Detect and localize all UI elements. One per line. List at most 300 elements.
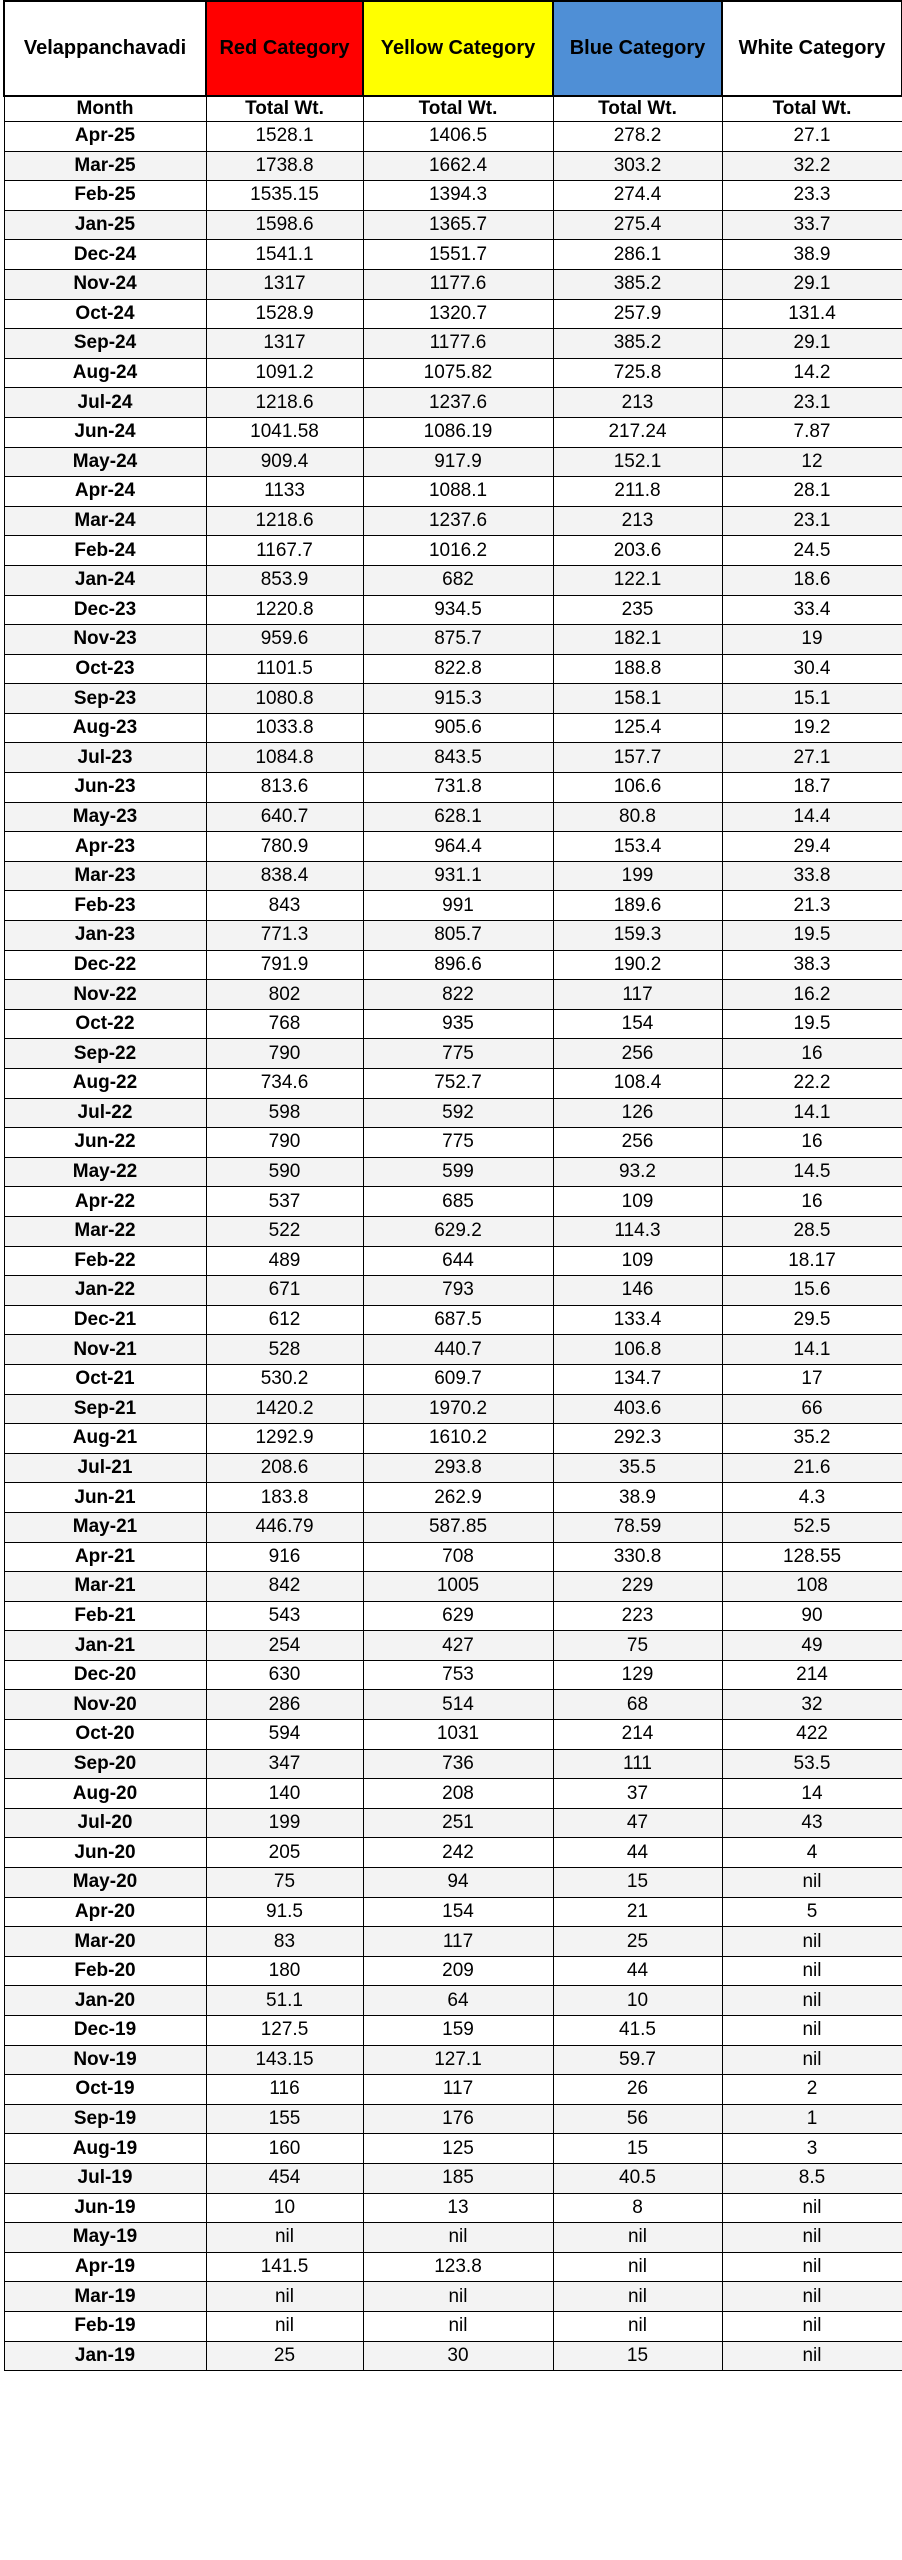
yellow-weight-cell: 1662.4 <box>363 151 553 181</box>
white-weight-cell: 15.6 <box>722 1276 902 1306</box>
month-cell: Aug-24 <box>4 358 206 388</box>
month-cell: Aug-21 <box>4 1424 206 1454</box>
white-weight-cell: 18.6 <box>722 565 902 595</box>
table-row <box>4 1246 902 1276</box>
white-weight-cell: nil <box>722 2223 902 2253</box>
month-cell: Apr-19 <box>4 2252 206 2282</box>
blue-weight-cell: 385.2 <box>553 329 722 359</box>
red-weight-cell: 959.6 <box>206 625 363 655</box>
yellow-weight-cell: 629 <box>363 1601 553 1631</box>
table-row <box>4 1927 902 1957</box>
yellow-weight-cell: 775 <box>363 1128 553 1158</box>
yellow-weight-cell: 931.1 <box>363 861 553 891</box>
table-row <box>4 684 902 714</box>
table-row <box>4 2282 902 2312</box>
yellow-weight-cell: 822.8 <box>363 654 553 684</box>
month-cell: May-19 <box>4 2223 206 2253</box>
month-cell: Apr-21 <box>4 1542 206 1572</box>
white-weight-cell: nil <box>722 1868 902 1898</box>
yellow-weight-cell: 293.8 <box>363 1453 553 1483</box>
yellow-weight-cell: 991 <box>363 891 553 921</box>
red-weight-cell: 780.9 <box>206 832 363 862</box>
table-row <box>4 506 902 536</box>
month-cell: Sep-19 <box>4 2104 206 2134</box>
yellow-weight-cell: 30 <box>363 2341 553 2371</box>
yellow-weight-cell: 262.9 <box>363 1483 553 1513</box>
red-weight-cell: 1541.1 <box>206 240 363 270</box>
blue-weight-cell: 214 <box>553 1720 722 1750</box>
yellow-weight-cell: 736 <box>363 1749 553 1779</box>
white-weight-cell: 23.1 <box>722 388 902 418</box>
table-body <box>4 122 902 2371</box>
table-row <box>4 2193 902 2223</box>
red-weight-cell: 10 <box>206 2193 363 2223</box>
waste-category-table <box>3 0 902 2371</box>
blue-weight-cell: 217.24 <box>553 417 722 447</box>
blue-weight-cell: 189.6 <box>553 891 722 921</box>
blue-weight-cell: 385.2 <box>553 269 722 299</box>
table-row <box>4 1364 902 1394</box>
yellow-weight-cell: nil <box>363 2282 553 2312</box>
red-weight-cell: 909.4 <box>206 447 363 477</box>
red-weight-cell: 790 <box>206 1128 363 1158</box>
blue-weight-cell: 109 <box>553 1187 722 1217</box>
blue-weight-cell: 275.4 <box>553 210 722 240</box>
red-weight-cell: 734.6 <box>206 1069 363 1099</box>
yellow-weight-cell: 1394.3 <box>363 181 553 211</box>
table-row <box>4 1009 902 1039</box>
month-cell: Nov-22 <box>4 980 206 1010</box>
yellow-weight-cell: 599 <box>363 1157 553 1187</box>
white-weight-cell: nil <box>722 1927 902 1957</box>
month-cell: Jul-22 <box>4 1098 206 1128</box>
red-weight-cell: 640.7 <box>206 802 363 832</box>
blue-total-weight-header: Total Wt. <box>553 96 722 122</box>
yellow-weight-cell: 13 <box>363 2193 553 2223</box>
red-weight-cell: 127.5 <box>206 2016 363 2046</box>
yellow-weight-cell: 159 <box>363 2016 553 2046</box>
red-weight-cell: 530.2 <box>206 1364 363 1394</box>
blue-weight-cell: 47 <box>553 1808 722 1838</box>
blue-weight-cell: 146 <box>553 1276 722 1306</box>
month-cell: Oct-20 <box>4 1720 206 1750</box>
blue-weight-cell: 114.3 <box>553 1216 722 1246</box>
table-row <box>4 299 902 329</box>
red-weight-cell: 199 <box>206 1808 363 1838</box>
white-weight-cell: 4.3 <box>722 1483 902 1513</box>
month-cell: Apr-23 <box>4 832 206 862</box>
blue-weight-cell: 93.2 <box>553 1157 722 1187</box>
red-weight-cell: 522 <box>206 1216 363 1246</box>
blue-weight-cell: 21 <box>553 1897 722 1927</box>
column-header-row <box>4 96 902 122</box>
month-cell: Mar-19 <box>4 2282 206 2312</box>
yellow-weight-cell: 1610.2 <box>363 1424 553 1454</box>
white-weight-cell: 12 <box>722 447 902 477</box>
month-cell: Jun-23 <box>4 773 206 803</box>
red-weight-cell: 454 <box>206 2163 363 2193</box>
blue-weight-cell: 182.1 <box>553 625 722 655</box>
red-weight-cell: 916 <box>206 1542 363 1572</box>
blue-weight-cell: 256 <box>553 1128 722 1158</box>
red-weight-cell: 91.5 <box>206 1897 363 1927</box>
yellow-weight-cell: 242 <box>363 1838 553 1868</box>
blue-weight-cell: 122.1 <box>553 565 722 595</box>
blue-weight-cell: 35.5 <box>553 1453 722 1483</box>
month-cell: Sep-22 <box>4 1039 206 1069</box>
blue-weight-cell: 25 <box>553 1927 722 1957</box>
yellow-weight-cell: 629.2 <box>363 1216 553 1246</box>
table-row <box>4 1838 902 1868</box>
yellow-weight-cell: 514 <box>363 1690 553 1720</box>
month-cell: Aug-23 <box>4 713 206 743</box>
white-weight-cell: 19.5 <box>722 921 902 951</box>
table-row <box>4 713 902 743</box>
white-weight-cell: 38.9 <box>722 240 902 270</box>
yellow-weight-cell: 127.1 <box>363 2045 553 2075</box>
white-weight-cell: 14.1 <box>722 1098 902 1128</box>
white-weight-cell: 14 <box>722 1779 902 1809</box>
red-weight-cell: 75 <box>206 1868 363 1898</box>
red-weight-cell: 598 <box>206 1098 363 1128</box>
blue-weight-cell: 213 <box>553 388 722 418</box>
blue-weight-cell: nil <box>553 2252 722 2282</box>
month-cell: Feb-25 <box>4 181 206 211</box>
blue-weight-cell: nil <box>553 2311 722 2341</box>
blue-weight-cell: 106.6 <box>553 773 722 803</box>
month-cell: Apr-20 <box>4 1897 206 1927</box>
table-row <box>4 1660 902 1690</box>
month-cell: Sep-21 <box>4 1394 206 1424</box>
table-row <box>4 181 902 211</box>
yellow-weight-cell: 753 <box>363 1660 553 1690</box>
red-weight-cell: 116 <box>206 2075 363 2105</box>
month-cell: Jun-22 <box>4 1128 206 1158</box>
white-weight-cell: 35.2 <box>722 1424 902 1454</box>
red-weight-cell: 1041.58 <box>206 417 363 447</box>
white-weight-cell: 14.5 <box>722 1157 902 1187</box>
yellow-weight-cell: 185 <box>363 2163 553 2193</box>
table-row <box>4 1690 902 1720</box>
blue-weight-cell: 56 <box>553 2104 722 2134</box>
red-weight-cell: 489 <box>206 1246 363 1276</box>
table-row <box>4 950 902 980</box>
table-row <box>4 1779 902 1809</box>
blue-weight-cell: 274.4 <box>553 181 722 211</box>
red-weight-cell: 813.6 <box>206 773 363 803</box>
month-cell: Jan-19 <box>4 2341 206 2371</box>
white-weight-cell: nil <box>722 1956 902 1986</box>
blue-weight-cell: 153.4 <box>553 832 722 862</box>
yellow-weight-cell: 934.5 <box>363 595 553 625</box>
yellow-weight-cell: 843.5 <box>363 743 553 773</box>
yellow-weight-cell: 628.1 <box>363 802 553 832</box>
white-weight-cell: 21.6 <box>722 1453 902 1483</box>
yellow-weight-cell: 1365.7 <box>363 210 553 240</box>
yellow-weight-cell: 1075.82 <box>363 358 553 388</box>
month-cell: May-22 <box>4 1157 206 1187</box>
yellow-weight-cell: 793 <box>363 1276 553 1306</box>
white-weight-cell: 14.2 <box>722 358 902 388</box>
yellow-weight-cell: 123.8 <box>363 2252 553 2282</box>
white-weight-cell: 29.5 <box>722 1305 902 1335</box>
month-cell: Apr-25 <box>4 122 206 152</box>
red-weight-cell: 141.5 <box>206 2252 363 2282</box>
blue-weight-cell: 292.3 <box>553 1424 722 1454</box>
yellow-weight-cell: 1551.7 <box>363 240 553 270</box>
month-cell: Jul-23 <box>4 743 206 773</box>
table-row <box>4 595 902 625</box>
yellow-weight-cell: 1237.6 <box>363 388 553 418</box>
red-weight-cell: 180 <box>206 1956 363 1986</box>
red-weight-cell: 1080.8 <box>206 684 363 714</box>
yellow-weight-cell: 587.85 <box>363 1512 553 1542</box>
blue-weight-cell: 278.2 <box>553 122 722 152</box>
month-cell: May-23 <box>4 802 206 832</box>
month-column-header: Month <box>4 96 206 122</box>
month-cell: Mar-22 <box>4 1216 206 1246</box>
category-header-row <box>4 1 902 96</box>
table-row <box>4 1305 902 1335</box>
red-weight-cell: 791.9 <box>206 950 363 980</box>
white-total-weight-header: Total Wt. <box>722 96 902 122</box>
yellow-weight-cell: 682 <box>363 565 553 595</box>
table-row <box>4 1069 902 1099</box>
table-row <box>4 1542 902 1572</box>
month-cell: Dec-23 <box>4 595 206 625</box>
month-cell: Feb-20 <box>4 1956 206 1986</box>
yellow-weight-cell: 1086.19 <box>363 417 553 447</box>
month-cell: Jul-21 <box>4 1453 206 1483</box>
blue-weight-cell: 158.1 <box>553 684 722 714</box>
blue-weight-cell: 257.9 <box>553 299 722 329</box>
yellow-weight-cell: 905.6 <box>363 713 553 743</box>
table-row <box>4 565 902 595</box>
red-weight-cell: 802 <box>206 980 363 1010</box>
table-row <box>4 773 902 803</box>
red-weight-cell: 528 <box>206 1335 363 1365</box>
month-cell: Jun-19 <box>4 2193 206 2223</box>
blue-weight-cell: 256 <box>553 1039 722 1069</box>
table-row <box>4 2311 902 2341</box>
month-cell: Feb-21 <box>4 1601 206 1631</box>
blue-weight-cell: 15 <box>553 2341 722 2371</box>
yellow-weight-cell: 592 <box>363 1098 553 1128</box>
table-row <box>4 1039 902 1069</box>
red-weight-cell: 155 <box>206 2104 363 2134</box>
table-row <box>4 654 902 684</box>
red-weight-cell: 1033.8 <box>206 713 363 743</box>
blue-weight-cell: 59.7 <box>553 2045 722 2075</box>
white-weight-cell: 16 <box>722 1039 902 1069</box>
red-weight-cell: 1528.1 <box>206 122 363 152</box>
red-weight-cell: 1317 <box>206 329 363 359</box>
red-weight-cell: 254 <box>206 1631 363 1661</box>
table-row <box>4 1897 902 1927</box>
table-row <box>4 891 902 921</box>
white-weight-cell: 16 <box>722 1187 902 1217</box>
month-cell: Apr-22 <box>4 1187 206 1217</box>
month-cell: Feb-22 <box>4 1246 206 1276</box>
white-weight-cell: 29.1 <box>722 329 902 359</box>
table-row <box>4 1986 902 2016</box>
month-cell: Aug-22 <box>4 1069 206 1099</box>
yellow-weight-cell: 1088.1 <box>363 477 553 507</box>
table-row <box>4 417 902 447</box>
table-row <box>4 1187 902 1217</box>
blue-weight-cell: 75 <box>553 1631 722 1661</box>
blue-weight-cell: 129 <box>553 1660 722 1690</box>
red-weight-cell: 25 <box>206 2341 363 2371</box>
red-weight-cell: 768 <box>206 1009 363 1039</box>
table-row <box>4 802 902 832</box>
red-weight-cell: 1218.6 <box>206 388 363 418</box>
red-weight-cell: 630 <box>206 1660 363 1690</box>
white-weight-cell: 33.7 <box>722 210 902 240</box>
month-cell: Jul-24 <box>4 388 206 418</box>
yellow-weight-cell: 125 <box>363 2134 553 2164</box>
blue-weight-cell: 44 <box>553 1838 722 1868</box>
red-weight-cell: 1535.15 <box>206 181 363 211</box>
yellow-weight-cell: 1406.5 <box>363 122 553 152</box>
month-cell: Nov-24 <box>4 269 206 299</box>
yellow-weight-cell: 440.7 <box>363 1335 553 1365</box>
white-weight-cell: 131.4 <box>722 299 902 329</box>
month-cell: Dec-24 <box>4 240 206 270</box>
blue-weight-cell: 41.5 <box>553 2016 722 2046</box>
white-weight-cell: 5 <box>722 1897 902 1927</box>
blue-weight-cell: 152.1 <box>553 447 722 477</box>
month-cell: Sep-24 <box>4 329 206 359</box>
table-row <box>4 447 902 477</box>
table-row <box>4 2016 902 2046</box>
white-weight-cell: nil <box>722 2282 902 2312</box>
yellow-weight-cell: 822 <box>363 980 553 1010</box>
white-weight-cell: 90 <box>722 1601 902 1631</box>
white-weight-cell: 108 <box>722 1572 902 1602</box>
table-row <box>4 1631 902 1661</box>
month-cell: Nov-19 <box>4 2045 206 2075</box>
month-cell: Sep-23 <box>4 684 206 714</box>
yellow-weight-cell: 64 <box>363 1986 553 2016</box>
blue-weight-cell: 403.6 <box>553 1394 722 1424</box>
white-weight-cell: nil <box>722 2341 902 2371</box>
yellow-weight-cell: 752.7 <box>363 1069 553 1099</box>
month-cell: Dec-21 <box>4 1305 206 1335</box>
white-weight-cell: 19 <box>722 625 902 655</box>
blue-weight-cell: 10 <box>553 1986 722 2016</box>
month-cell: Nov-23 <box>4 625 206 655</box>
white-weight-cell: 15.1 <box>722 684 902 714</box>
table-row <box>4 921 902 951</box>
blue-weight-cell: 154 <box>553 1009 722 1039</box>
blue-weight-cell: 125.4 <box>553 713 722 743</box>
month-cell: Oct-21 <box>4 1364 206 1394</box>
white-weight-cell: 422 <box>722 1720 902 1750</box>
blue-weight-cell: 26 <box>553 2075 722 2105</box>
table-row <box>4 1572 902 1602</box>
table-row <box>4 329 902 359</box>
red-weight-cell: 51.1 <box>206 1986 363 2016</box>
white-weight-cell: nil <box>722 2193 902 2223</box>
month-cell: Mar-21 <box>4 1572 206 1602</box>
blue-weight-cell: 68 <box>553 1690 722 1720</box>
yellow-weight-cell: 1031 <box>363 1720 553 1750</box>
white-weight-cell: 128.55 <box>722 1542 902 1572</box>
table-row <box>4 1276 902 1306</box>
white-weight-cell: 17 <box>722 1364 902 1394</box>
blue-weight-cell: 286.1 <box>553 240 722 270</box>
table-row <box>4 151 902 181</box>
red-weight-cell: 594 <box>206 1720 363 1750</box>
white-weight-cell: 52.5 <box>722 1512 902 1542</box>
white-category-header: White Category <box>722 1 902 96</box>
month-cell: Jan-25 <box>4 210 206 240</box>
yellow-weight-cell: 708 <box>363 1542 553 1572</box>
blue-weight-cell: 330.8 <box>553 1542 722 1572</box>
white-weight-cell: 30.4 <box>722 654 902 684</box>
table-row <box>4 1956 902 1986</box>
white-weight-cell: 43 <box>722 1808 902 1838</box>
month-cell: Oct-24 <box>4 299 206 329</box>
table-row <box>4 1808 902 1838</box>
blue-weight-cell: 8 <box>553 2193 722 2223</box>
table-row <box>4 388 902 418</box>
yellow-weight-cell: 775 <box>363 1039 553 1069</box>
month-cell: Mar-23 <box>4 861 206 891</box>
blue-weight-cell: nil <box>553 2282 722 2312</box>
yellow-weight-cell: 427 <box>363 1631 553 1661</box>
table-row <box>4 2075 902 2105</box>
table-row <box>4 240 902 270</box>
white-weight-cell: 1 <box>722 2104 902 2134</box>
month-cell: Feb-24 <box>4 536 206 566</box>
red-weight-cell: 183.8 <box>206 1483 363 1513</box>
white-weight-cell: 27.1 <box>722 122 902 152</box>
month-cell: Oct-23 <box>4 654 206 684</box>
blue-weight-cell: 80.8 <box>553 802 722 832</box>
red-weight-cell: 160 <box>206 2134 363 2164</box>
white-weight-cell: 19.5 <box>722 1009 902 1039</box>
month-cell: Aug-19 <box>4 2134 206 2164</box>
month-cell: Jan-21 <box>4 1631 206 1661</box>
white-weight-cell: 14.1 <box>722 1335 902 1365</box>
blue-weight-cell: 213 <box>553 506 722 536</box>
red-weight-cell: 612 <box>206 1305 363 1335</box>
yellow-category-header: Yellow Category <box>363 1 553 96</box>
red-weight-cell: 1133 <box>206 477 363 507</box>
yellow-weight-cell: 731.8 <box>363 773 553 803</box>
yellow-weight-cell: 117 <box>363 2075 553 2105</box>
blue-weight-cell: 203.6 <box>553 536 722 566</box>
blue-weight-cell: 117 <box>553 980 722 1010</box>
red-weight-cell: 1292.9 <box>206 1424 363 1454</box>
month-cell: Jun-24 <box>4 417 206 447</box>
blue-weight-cell: 235 <box>553 595 722 625</box>
month-cell: Oct-22 <box>4 1009 206 1039</box>
yellow-weight-cell: 1237.6 <box>363 506 553 536</box>
table-row <box>4 269 902 299</box>
month-cell: Dec-22 <box>4 950 206 980</box>
table-row <box>4 1483 902 1513</box>
red-weight-cell: 1317 <box>206 269 363 299</box>
table-row <box>4 861 902 891</box>
blue-weight-cell: 725.8 <box>553 358 722 388</box>
yellow-weight-cell: nil <box>363 2223 553 2253</box>
white-weight-cell: 32 <box>722 1690 902 1720</box>
yellow-weight-cell: 964.4 <box>363 832 553 862</box>
month-cell: Feb-23 <box>4 891 206 921</box>
